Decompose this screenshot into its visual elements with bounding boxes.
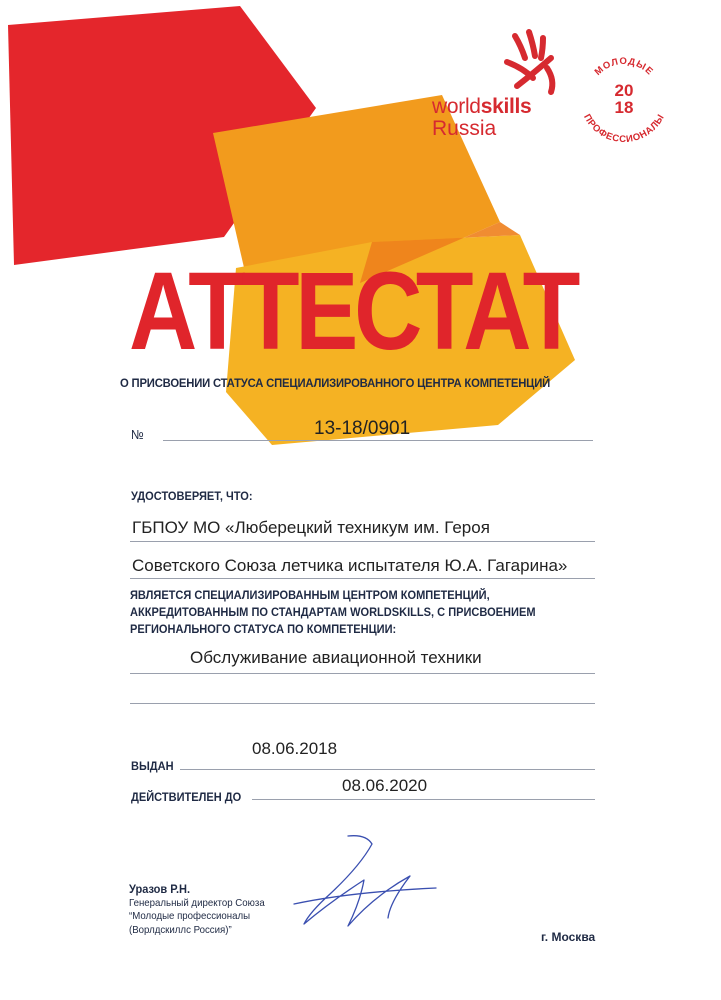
valid-until-underline: [252, 799, 595, 800]
number-underline: [163, 440, 593, 441]
worldskills-hand-icon: [503, 28, 563, 98]
status-statement: [130, 587, 536, 638]
svg-text:ПРОФЕССИОНАЛЫ: [581, 112, 667, 145]
svg-text:МОЛОДЫЕ: [593, 56, 656, 78]
city: г. Москва: [541, 930, 596, 944]
certificate-number: 13-18/0901: [314, 418, 411, 439]
organization-line-1: ГБПОУ МО «Люберецкий техникум им. Героя: [132, 518, 490, 537]
organization-underline-1: [130, 541, 595, 542]
organization-line-2: Советского Союза летчика испытателя Ю.А. Гагарина»: [132, 556, 568, 575]
number-label: №: [131, 427, 144, 442]
issued-label: ВЫДАН: [131, 759, 174, 773]
logo-skills-text: skills: [480, 95, 532, 118]
signatory-title-2: “Молодые профессионалы: [129, 910, 251, 922]
issued-date: 08.06.2018: [252, 739, 338, 758]
valid-until-label: ДЕЙСТВИТЕЛЕН ДО: [131, 790, 242, 804]
issued-underline: [180, 769, 595, 770]
badge-year-top: 20: [614, 81, 634, 100]
worldskills-logo: [432, 96, 531, 139]
handwritten-signature: [290, 832, 440, 942]
logo-country-text: Russia: [432, 117, 497, 140]
certificate-subtitle: О ПРИСВОЕНИИ СТАТУСА СПЕЦИАЛИЗИРОВАННОГО ЦЕНТРА КОМПЕТЕНЦИЙ: [120, 376, 551, 390]
organization-underline-2: [130, 578, 595, 579]
valid-until-date: 08.06.2020: [342, 776, 428, 795]
competency-underline-2: [130, 703, 595, 704]
signatory-block: [129, 883, 265, 937]
young-professionals-badge: [568, 42, 680, 154]
signatory-name: Уразов Р.Н.: [129, 882, 191, 896]
statement-line-3: РЕГИОНАЛЬНОГО СТАТУСА ПО КОМПЕТЕНЦИИ:: [130, 622, 397, 636]
signatory-title-1: Генеральный директор Союза: [129, 896, 265, 909]
logo-world-text: world: [432, 95, 481, 118]
competency-underline-1: [130, 673, 595, 674]
badge-year-bottom: 18: [614, 98, 634, 117]
competency-value: Обслуживание авиационной техники: [190, 648, 482, 667]
badge-bottom-text: ПРОФЕССИОНАЛЫ: [581, 112, 667, 146]
certificate-title: АТТЕСТАТ: [129, 250, 577, 373]
statement-line-2: АККРЕДИТОВАННЫМ ПО СТАНДАРТАМ WORLDSKILLS, С ПРИСВОЕНИЕМ: [130, 605, 536, 619]
badge-top-text: МОЛОДЫЕ: [592, 55, 656, 78]
statement-line-1: ЯВЛЯЕТСЯ СПЕЦИАЛИЗИРОВАННЫМ ЦЕНТРОМ КОМПЕТЕНЦИЙ,: [130, 588, 490, 602]
signatory-title-3: (Ворлдскиллс Россия)”: [129, 923, 232, 936]
certifies-label: УДОСТОВЕРЯЕТ, ЧТО:: [131, 489, 253, 503]
